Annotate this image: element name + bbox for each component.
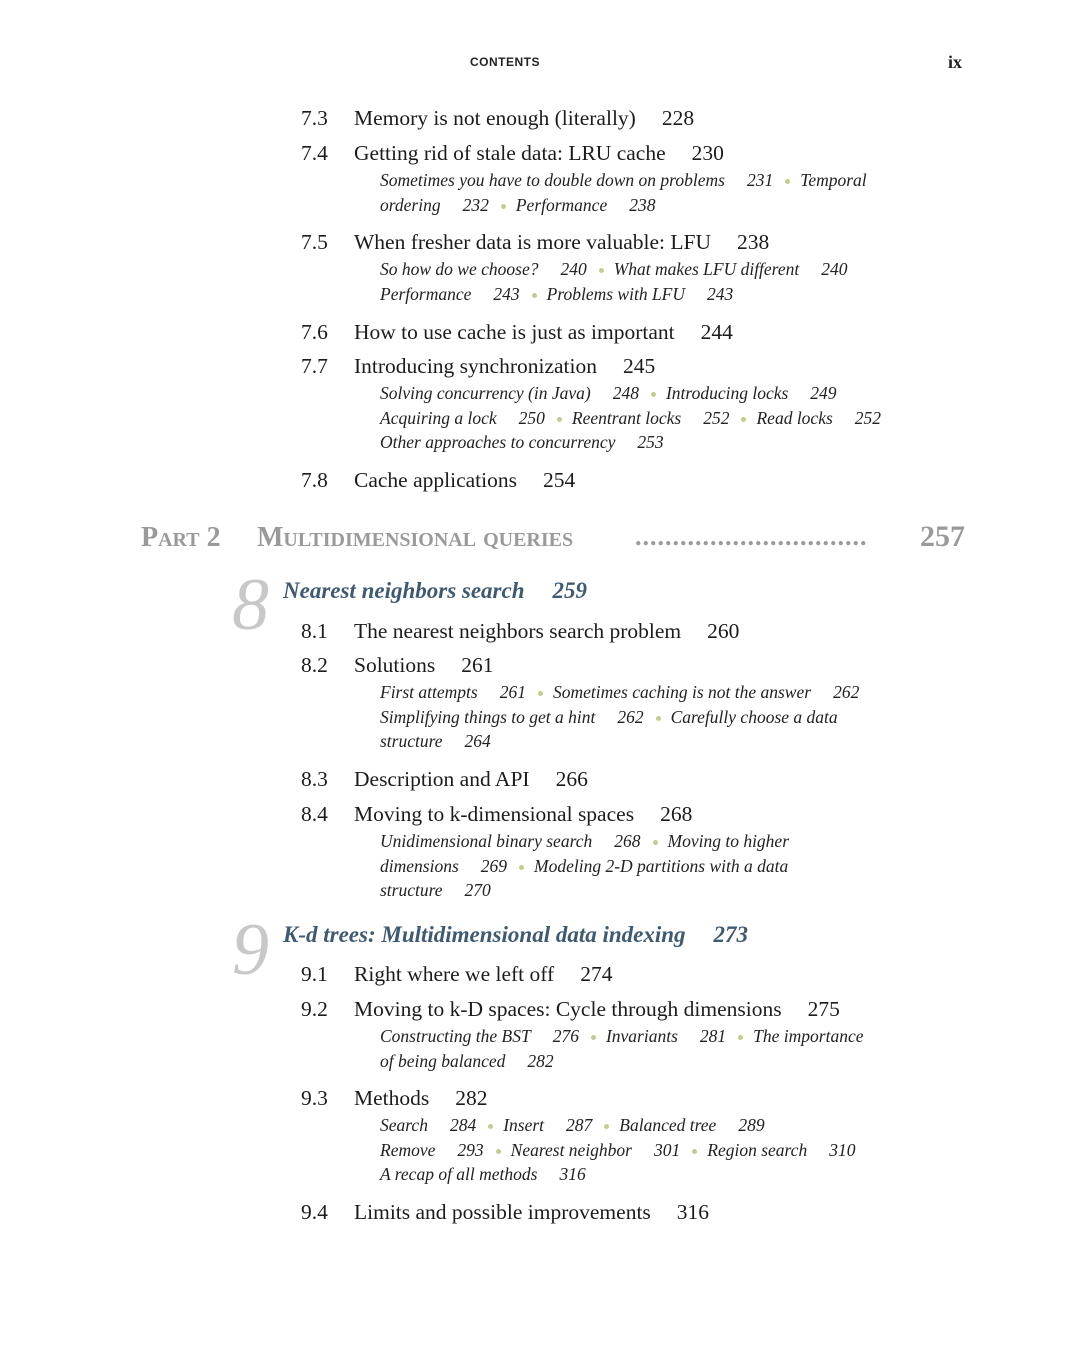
toc-section-entry	[0, 1197, 1080, 1227]
section-title-text: How to use cache is just as important	[354, 320, 675, 344]
subsection-page: 252	[854, 407, 882, 428]
subsection-title: Sometimes caching is not the answer	[552, 682, 812, 702]
section-title-text: Solutions	[354, 653, 436, 677]
section-title-text: Memory is not enough (literally)	[354, 106, 636, 130]
section-page: 228	[661, 106, 695, 130]
subsection-title: Reentrant locks	[571, 407, 682, 428]
subsection-title: The importance	[753, 1026, 864, 1046]
chapter-number: 8	[232, 564, 269, 646]
toc-section-entry	[0, 465, 1080, 495]
subsection-line	[380, 257, 847, 282]
section-title	[354, 317, 733, 347]
section-page: 260	[707, 619, 740, 643]
section-number: 9.1	[301, 962, 328, 986]
section-title-text: Moving to k-dimensional spaces	[354, 802, 635, 826]
section-number: 7.5	[301, 230, 328, 254]
subsection-title: Carefully choose a data	[670, 706, 838, 727]
subsection-title: of being balanced	[380, 1050, 506, 1071]
subsection-line	[380, 1024, 864, 1049]
subsection-title: Unidimensional binary search	[380, 831, 593, 851]
section-number: 9.2	[301, 997, 328, 1021]
chapter-title	[283, 922, 748, 948]
section-number: 7.6	[301, 320, 328, 344]
subsection-title: structure	[380, 880, 443, 901]
section-number: 9.4	[301, 1200, 328, 1224]
section-page: 245	[623, 354, 656, 378]
bullet-separator	[692, 1149, 697, 1154]
bullet-separator	[604, 1124, 609, 1129]
subsection-line	[380, 705, 859, 730]
section-title-text: Getting rid of stale data: LRU cache	[354, 141, 666, 165]
subsection-page: 301	[654, 1139, 681, 1160]
subsection-page: 264	[464, 731, 491, 752]
subsection-page: 289	[738, 1115, 765, 1135]
toc-subsection-list	[380, 680, 859, 754]
subsection-page: 243	[493, 283, 520, 304]
subsection-page: 270	[464, 880, 491, 901]
chapter-number: 9	[232, 909, 269, 991]
subsection-line	[380, 1138, 855, 1163]
chapter-title-text: K-d trees: Multidimensional data indexing	[283, 922, 686, 947]
subsection-title: Introducing locks	[665, 383, 789, 403]
part-label: Part 2	[141, 522, 221, 553]
section-page: 275	[807, 997, 840, 1021]
section-title	[354, 764, 588, 794]
subsection-line	[380, 680, 859, 705]
section-title	[354, 994, 840, 1024]
subsection-title: ordering	[380, 194, 441, 215]
section-number: 8.4	[301, 802, 328, 826]
subsection-title: What makes LFU different	[613, 259, 800, 279]
subsection-title: First attempts	[380, 682, 478, 702]
subsection-title: A recap of all methods	[380, 1164, 538, 1185]
running-header-title: CONTENTS	[470, 55, 540, 69]
subsection-page: 310	[829, 1139, 856, 1160]
subsection-title: Modeling 2-D partitions with a data	[534, 855, 789, 876]
section-title	[354, 1083, 488, 1113]
section-number: 9.3	[301, 1086, 328, 1110]
section-number: 8.1	[301, 619, 328, 643]
subsection-line	[380, 854, 789, 879]
subsection-page: 238	[629, 194, 656, 215]
bullet-separator	[538, 691, 543, 696]
section-page: 316	[676, 1200, 710, 1224]
subsection-line	[380, 1113, 855, 1138]
section-page: 244	[700, 320, 733, 344]
subsection-title: Balanced tree	[619, 1115, 717, 1135]
subsection-page: 282	[527, 1050, 554, 1071]
subsection-page: 262	[833, 682, 860, 702]
bullet-separator	[557, 417, 562, 422]
chapter-title	[283, 578, 587, 604]
toc-section-entry	[0, 138, 1080, 168]
subsection-title: dimensions	[380, 855, 459, 876]
bullet-separator	[599, 268, 604, 273]
section-title-text: Limits and possible improvements	[354, 1200, 651, 1224]
bullet-separator	[653, 840, 658, 845]
section-title	[354, 227, 769, 257]
section-title	[354, 799, 692, 829]
toc-subsection-list	[380, 381, 881, 455]
subsection-page: 284	[449, 1115, 477, 1135]
toc-section-entry	[0, 103, 1080, 133]
toc-section-entry	[0, 799, 1080, 829]
toc-subsection-list	[380, 829, 789, 903]
section-page: 282	[455, 1086, 488, 1110]
subsection-title: Problems with LFU	[546, 283, 686, 304]
bullet-separator	[591, 1035, 596, 1040]
subsection-page: 262	[617, 706, 644, 727]
section-number: 7.4	[301, 141, 328, 165]
toc-subsection-list	[380, 1024, 864, 1073]
section-title-text: When fresher data is more valuable: LFU	[354, 230, 712, 254]
bullet-separator	[488, 1124, 493, 1129]
section-title-text: The nearest neighbors search problem	[354, 619, 682, 643]
toc-section-entry	[0, 616, 1080, 646]
subsection-line	[380, 1162, 855, 1187]
subsection-title: Search	[380, 1115, 428, 1135]
toc-section-entry	[0, 227, 1080, 257]
section-title-text: Right where we left off	[354, 962, 555, 986]
section-title	[354, 351, 655, 381]
subsection-title: Nearest neighbor	[510, 1139, 632, 1160]
toc-section-entry	[0, 351, 1080, 381]
bullet-separator	[496, 1149, 501, 1154]
section-title-text: Cache applications	[354, 468, 517, 492]
toc-section-entry	[0, 994, 1080, 1024]
subsection-title: Solving concurrency (in Java)	[380, 383, 591, 403]
subsection-page: 269	[480, 855, 507, 876]
part-leader-dots: ...............................	[635, 522, 868, 551]
subsection-page: 261	[499, 682, 526, 702]
section-page: 266	[555, 767, 588, 791]
subsection-page: 276	[552, 1026, 579, 1046]
subsection-title: Performance	[380, 283, 472, 304]
subsection-line	[380, 168, 867, 193]
subsection-page: 281	[699, 1026, 727, 1046]
section-number: 8.3	[301, 767, 328, 791]
subsection-title: Remove	[380, 1139, 436, 1160]
subsection-title: Temporal	[800, 170, 867, 190]
section-number: 7.3	[301, 106, 328, 130]
subsection-line	[380, 878, 789, 903]
section-title	[354, 1197, 709, 1227]
subsection-line	[380, 381, 881, 406]
toc-section-entry	[0, 317, 1080, 347]
subsection-page: 232	[462, 194, 489, 215]
subsection-page: 250	[518, 407, 545, 428]
subsection-title: Other approaches to concurrency	[380, 432, 616, 453]
section-title	[354, 959, 612, 989]
section-page: 238	[737, 230, 770, 254]
bullet-separator	[741, 417, 746, 422]
chapter-page: 259	[552, 578, 588, 603]
toc-section-entry	[0, 650, 1080, 680]
chapter-page: 273	[713, 922, 749, 947]
subsection-title: So how do we choose?	[380, 259, 539, 279]
bullet-separator	[532, 293, 537, 298]
section-title-text: Moving to k-D spaces: Cycle through dimensions	[354, 997, 782, 1021]
part-page: 257	[920, 520, 965, 553]
subsection-title: Insert	[503, 1115, 545, 1135]
section-number: 7.8	[301, 468, 328, 492]
bullet-separator	[519, 865, 524, 870]
toc-subsection-list	[380, 1113, 855, 1187]
section-number: 8.2	[301, 653, 328, 677]
subsection-line	[380, 430, 881, 455]
bullet-separator	[651, 392, 656, 397]
subsection-page: 252	[703, 407, 730, 428]
toc-section-entry	[0, 1083, 1080, 1113]
subsection-title: Sometimes you have to double down on problems	[380, 170, 725, 190]
subsection-page: 249	[810, 383, 837, 403]
subsection-title: structure	[380, 731, 443, 752]
subsection-line	[380, 193, 867, 218]
section-page: 254	[542, 468, 576, 492]
subsection-page: 268	[614, 831, 641, 851]
chapter-title-text: Nearest neighbors search	[283, 578, 525, 603]
subsection-page: 240	[560, 259, 587, 279]
subsection-title: Moving to higher	[667, 831, 790, 851]
subsection-page: 248	[612, 383, 639, 403]
section-title	[354, 138, 724, 168]
subsection-title: Region search	[707, 1139, 808, 1160]
subsection-page: 231	[746, 170, 774, 190]
section-title-text: Methods	[354, 1086, 430, 1110]
toc-subsection-list	[380, 168, 867, 217]
bullet-separator	[785, 179, 790, 184]
section-page: 268	[660, 802, 693, 826]
subsection-line	[380, 406, 881, 431]
section-title	[354, 465, 575, 495]
bullet-separator	[656, 716, 661, 721]
bullet-separator	[738, 1035, 743, 1040]
section-title	[354, 650, 494, 680]
section-page: 274	[580, 962, 613, 986]
subsection-page: 243	[707, 283, 734, 304]
subsection-page: 316	[559, 1164, 586, 1185]
subsection-page: 253	[637, 432, 664, 453]
toc-section-entry	[0, 764, 1080, 794]
section-page: 261	[461, 653, 494, 677]
page-number: ix	[948, 52, 963, 72]
subsection-title: Constructing the BST	[380, 1026, 531, 1046]
section-page: 230	[691, 141, 724, 165]
subsection-title: Invariants	[605, 1026, 678, 1046]
subsection-line	[380, 1049, 864, 1074]
subsection-line	[380, 729, 859, 754]
section-title-text: Description and API	[354, 767, 530, 791]
section-number: 7.7	[301, 354, 328, 378]
subsection-line	[380, 282, 847, 307]
subsection-title: Simplifying things to get a hint	[380, 706, 596, 727]
section-title	[354, 103, 694, 133]
part-heading	[141, 518, 965, 560]
toc-subsection-list	[380, 257, 847, 306]
subsection-line	[380, 829, 789, 854]
toc-section-entry	[0, 959, 1080, 989]
subsection-page: 287	[566, 1115, 593, 1135]
subsection-title: Performance	[515, 194, 608, 215]
section-title	[354, 616, 739, 646]
part-title: Multidimensional queries	[257, 522, 574, 553]
subsection-title: Acquiring a lock	[380, 407, 497, 428]
subsection-page: 240	[821, 259, 848, 279]
subsection-page: 293	[457, 1139, 484, 1160]
subsection-title: Read locks	[756, 407, 833, 428]
section-title-text: Introducing synchronization	[354, 354, 598, 378]
bullet-separator	[501, 204, 506, 209]
